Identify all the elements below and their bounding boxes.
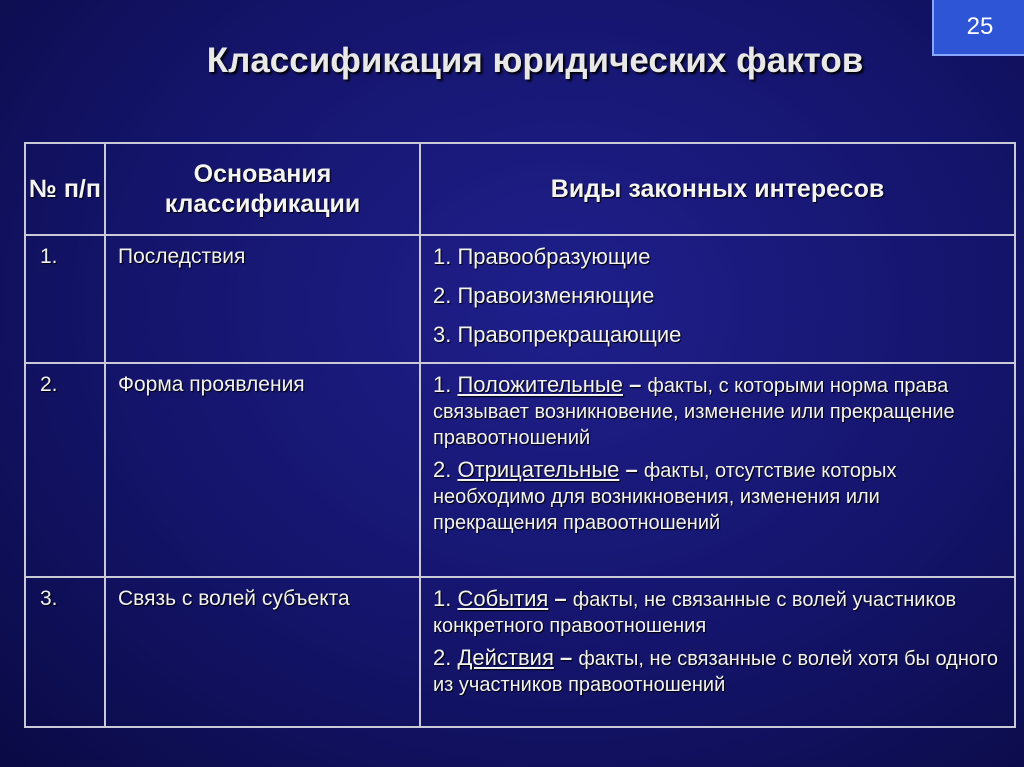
list-item: 1. Правообразующие	[433, 244, 651, 269]
slide-title: Классификация юридических фактов	[206, 41, 864, 80]
item-term: Отрицательные	[457, 457, 620, 482]
row-number: 3.	[25, 577, 105, 727]
header-number: № п/п	[25, 143, 105, 235]
row-number: 1.	[25, 235, 105, 363]
header-basis: Основания классификации	[105, 143, 420, 235]
table-row	[25, 235, 1015, 363]
list-item	[433, 457, 1002, 536]
row-basis: Форма проявления	[105, 363, 420, 577]
item-dash: –	[553, 645, 579, 670]
list-item: 2. Правоизменяющие	[433, 283, 655, 308]
list-item	[433, 645, 1002, 698]
item-term: Положительные	[457, 372, 623, 397]
row-types	[420, 235, 1015, 363]
item-text: факты, отсутствие которых необходимо для возникновения, изменения или прекращения правоотношений	[433, 460, 897, 534]
table-row	[25, 363, 1015, 577]
list-item	[433, 586, 1002, 639]
header-types: Виды законных интересов	[420, 143, 1015, 235]
item-lead: 2.	[433, 457, 458, 482]
item-term: Действия	[457, 645, 554, 670]
list-item	[433, 372, 1002, 451]
table-row	[25, 577, 1015, 727]
row-number: 2.	[25, 363, 105, 577]
classification-table	[24, 142, 1016, 728]
item-dash: –	[622, 372, 648, 397]
item-lead: 1.	[433, 586, 458, 611]
item-dash: –	[619, 457, 644, 482]
row-basis: Последствия	[105, 235, 420, 363]
item-term: События	[457, 586, 549, 611]
item-text: факты, не связанные с волей хотя бы одного из участников правоотношений	[433, 648, 998, 696]
item-text: факты, не связанные с волей участников конкретного правоотношения	[433, 589, 957, 637]
item-dash: –	[548, 586, 573, 611]
row-types	[420, 363, 1015, 577]
item-lead: 2.	[433, 645, 458, 670]
item-lead: 1.	[433, 372, 458, 397]
list-item: 3. Правопрекращающие	[433, 322, 682, 347]
page-number: 25	[932, 0, 1024, 56]
row-types	[420, 577, 1015, 727]
item-text: факты, с которыми норма права связывает возникновение, изменение или прекращение правоотношений	[433, 375, 955, 449]
row-basis: Связь с волей субъекта	[105, 577, 420, 727]
